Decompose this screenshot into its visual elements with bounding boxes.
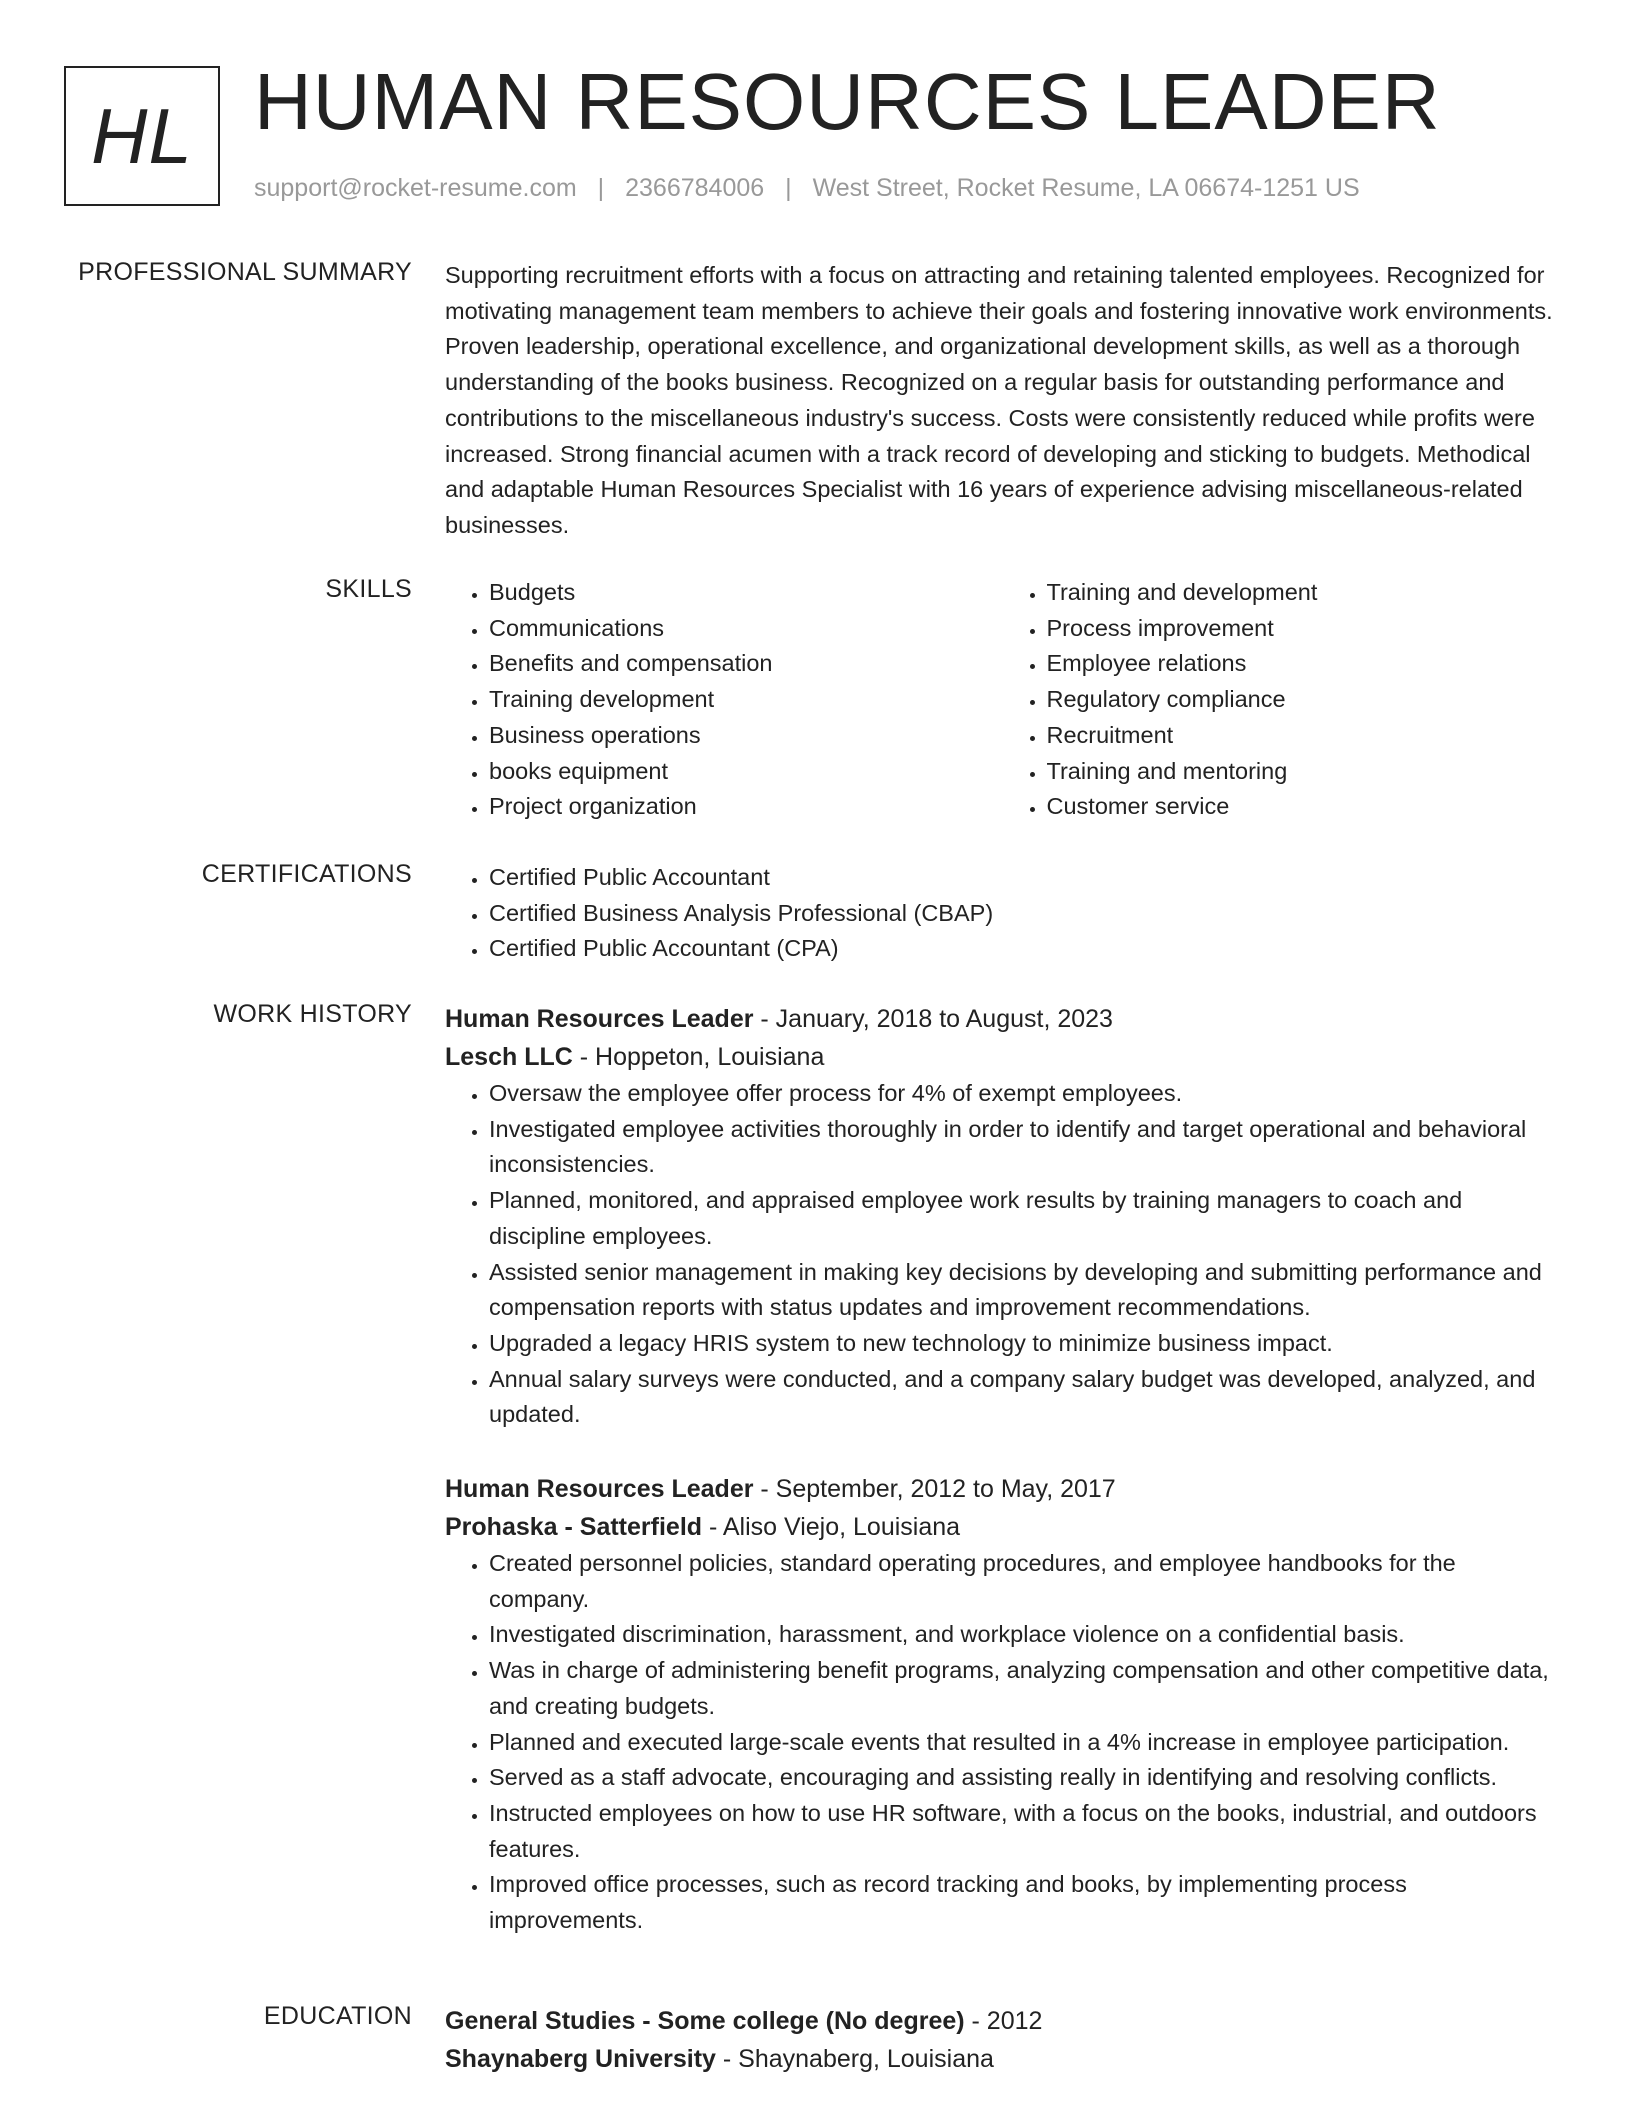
- education-school-line: [445, 2040, 1560, 2078]
- certifications-body: [445, 860, 1560, 967]
- job-entry: [445, 1470, 1560, 1939]
- monogram-initials: HL: [91, 91, 193, 180]
- skill-item: • Customer service: [1047, 789, 1561, 825]
- skill-item: • Budgets: [489, 575, 1003, 611]
- skill-item: • Project organization: [489, 789, 1003, 825]
- skills-column-right: [1003, 575, 1561, 825]
- job-company: Lesch LLC: [445, 1043, 573, 1071]
- education-school: Shaynaberg University: [445, 2045, 716, 2073]
- job-entry: [445, 1000, 1560, 1433]
- job-dates: - January, 2018 to August, 2023: [753, 1005, 1113, 1033]
- contact-phone: 2366784006: [625, 174, 765, 202]
- work-history-heading: WORK HISTORY: [213, 1000, 412, 1028]
- skill-item: • Training and development: [1047, 575, 1561, 611]
- job-duties-list: [445, 1546, 1560, 1939]
- resume-title: HUMAN RESOURCES LEADER: [254, 57, 1441, 146]
- education-body: [445, 2002, 1560, 2078]
- job-location: - Aliso Viejo, Louisiana: [702, 1513, 961, 1542]
- job-duty: • Served as a staff advocate, encouraging and assisting really in identifying and resolving conflicts.: [489, 1760, 1560, 1796]
- skill-item: • Employee relations: [1047, 646, 1561, 682]
- monogram-box: [64, 66, 220, 206]
- certifications-list: [445, 860, 1560, 967]
- job-duty: • Planned, monitored, and appraised employee work results by training managers to coach and discipline employees.: [489, 1183, 1560, 1254]
- skill-item: • Regulatory compliance: [1047, 682, 1561, 718]
- work-history-body: [445, 1000, 1560, 1939]
- job-title-line: [445, 1470, 1560, 1508]
- job-duty: • Created personnel policies, standard operating procedures, and employee handbooks for the company.: [489, 1546, 1560, 1617]
- skills-heading: SKILLS: [325, 575, 412, 603]
- skills-column-left: [445, 575, 1003, 825]
- skill-item: • Recruitment: [1047, 718, 1561, 754]
- skill-item: • Process improvement: [1047, 611, 1561, 647]
- summary-body: [445, 258, 1560, 544]
- education-degree: General Studies - Some college (No degree): [445, 2007, 965, 2035]
- education-year: - 2012: [964, 2007, 1043, 2035]
- job-title: Human Resources Leader: [445, 1475, 754, 1504]
- job-duty: • Upgraded a legacy HRIS system to new technology to minimize business impact.: [489, 1326, 1560, 1362]
- job-duty: • Instructed employees on how to use HR software, with a focus on the books, industrial, and outdoors features.: [489, 1796, 1560, 1867]
- job-duties-list: [445, 1076, 1560, 1433]
- job-duty: • Planned and executed large-scale events that resulted in a 4% increase in employee participation.: [489, 1725, 1560, 1761]
- education-degree-line: [445, 2002, 1560, 2040]
- contact-email: support@rocket-resume.com: [254, 174, 577, 202]
- job-dates: - September, 2012 to May, 2017: [753, 1475, 1116, 1504]
- job-title-line: [445, 1000, 1560, 1038]
- job-duty: • Assisted senior management in making key decisions by developing and submitting performance and compensation reports with status updates and improvement recommendations.: [489, 1255, 1560, 1326]
- job-duty: • Improved office processes, such as record tracking and books, by implementing process improvements.: [489, 1867, 1560, 1938]
- contact-separator: |: [785, 174, 792, 202]
- job-duty: • Annual salary surveys were conducted, and a company salary budget was developed, analyzed, and updated.: [489, 1362, 1560, 1433]
- certification-item: • Certified Public Accountant: [489, 860, 1560, 896]
- job-company-line: [445, 1508, 1560, 1546]
- job-title: Human Resources Leader: [445, 1005, 754, 1033]
- summary-text: Supporting recruitment efforts with a focus on attracting and retaining talented employees. Recognized for motivating management team members to achieve their goals and fostering innovative work environments. Proven leadership, operational excellence, and organizational development skills, as well as a thorough understanding of the books business. Recognized on a regular basis for outstanding performance and contributions to the miscellaneous industry's success. Costs were consistently reduced while profits were increased. Strong financial acumen with a track record of developing and sticking to budgets. Methodical and adaptable Human Resources Specialist with 16 years of experience advising miscellaneous-related businesses.: [445, 262, 1553, 538]
- certification-item: • Certified Public Accountant (CPA): [489, 931, 1560, 967]
- skill-item: • books equipment: [489, 754, 1003, 790]
- skill-item: • Benefits and compensation: [489, 646, 1003, 682]
- job-company: Prohaska - Satterfield: [445, 1513, 703, 1542]
- job-duty: • Investigated employee activities thoroughly in order to identify and target operational and behavioral inconsistencies.: [489, 1112, 1560, 1183]
- certifications-heading: CERTIFICATIONS: [201, 860, 412, 888]
- contact-line: [254, 174, 1360, 203]
- education-location: - Shaynaberg, Louisiana: [715, 2045, 994, 2073]
- skill-item: • Business operations: [489, 718, 1003, 754]
- contact-separator: |: [597, 174, 605, 202]
- job-duty: • Was in charge of administering benefit programs, analyzing compensation and other competitive data, and creating budgets.: [489, 1653, 1560, 1724]
- job-location: - Hoppeton, Louisiana: [572, 1043, 825, 1071]
- job-company-line: [445, 1038, 1560, 1076]
- education-heading: EDUCATION: [263, 2002, 412, 2030]
- job-duty: • Oversaw the employee offer process for 4% of exempt employees.: [489, 1076, 1560, 1112]
- job-duty: • Investigated discrimination, harassment, and workplace violence on a confidential basis.: [489, 1617, 1560, 1653]
- contact-address: West Street, Rocket Resume, LA 06674-1251 US: [812, 174, 1360, 202]
- skills-list: [445, 575, 1560, 825]
- summary-heading: PROFESSIONAL SUMMARY: [78, 258, 412, 286]
- skill-item: • Training and mentoring: [1047, 754, 1561, 790]
- skill-item: • Communications: [489, 611, 1003, 647]
- skill-item: • Training development: [489, 682, 1003, 718]
- certification-item: • Certified Business Analysis Professional (CBAP): [489, 896, 1560, 932]
